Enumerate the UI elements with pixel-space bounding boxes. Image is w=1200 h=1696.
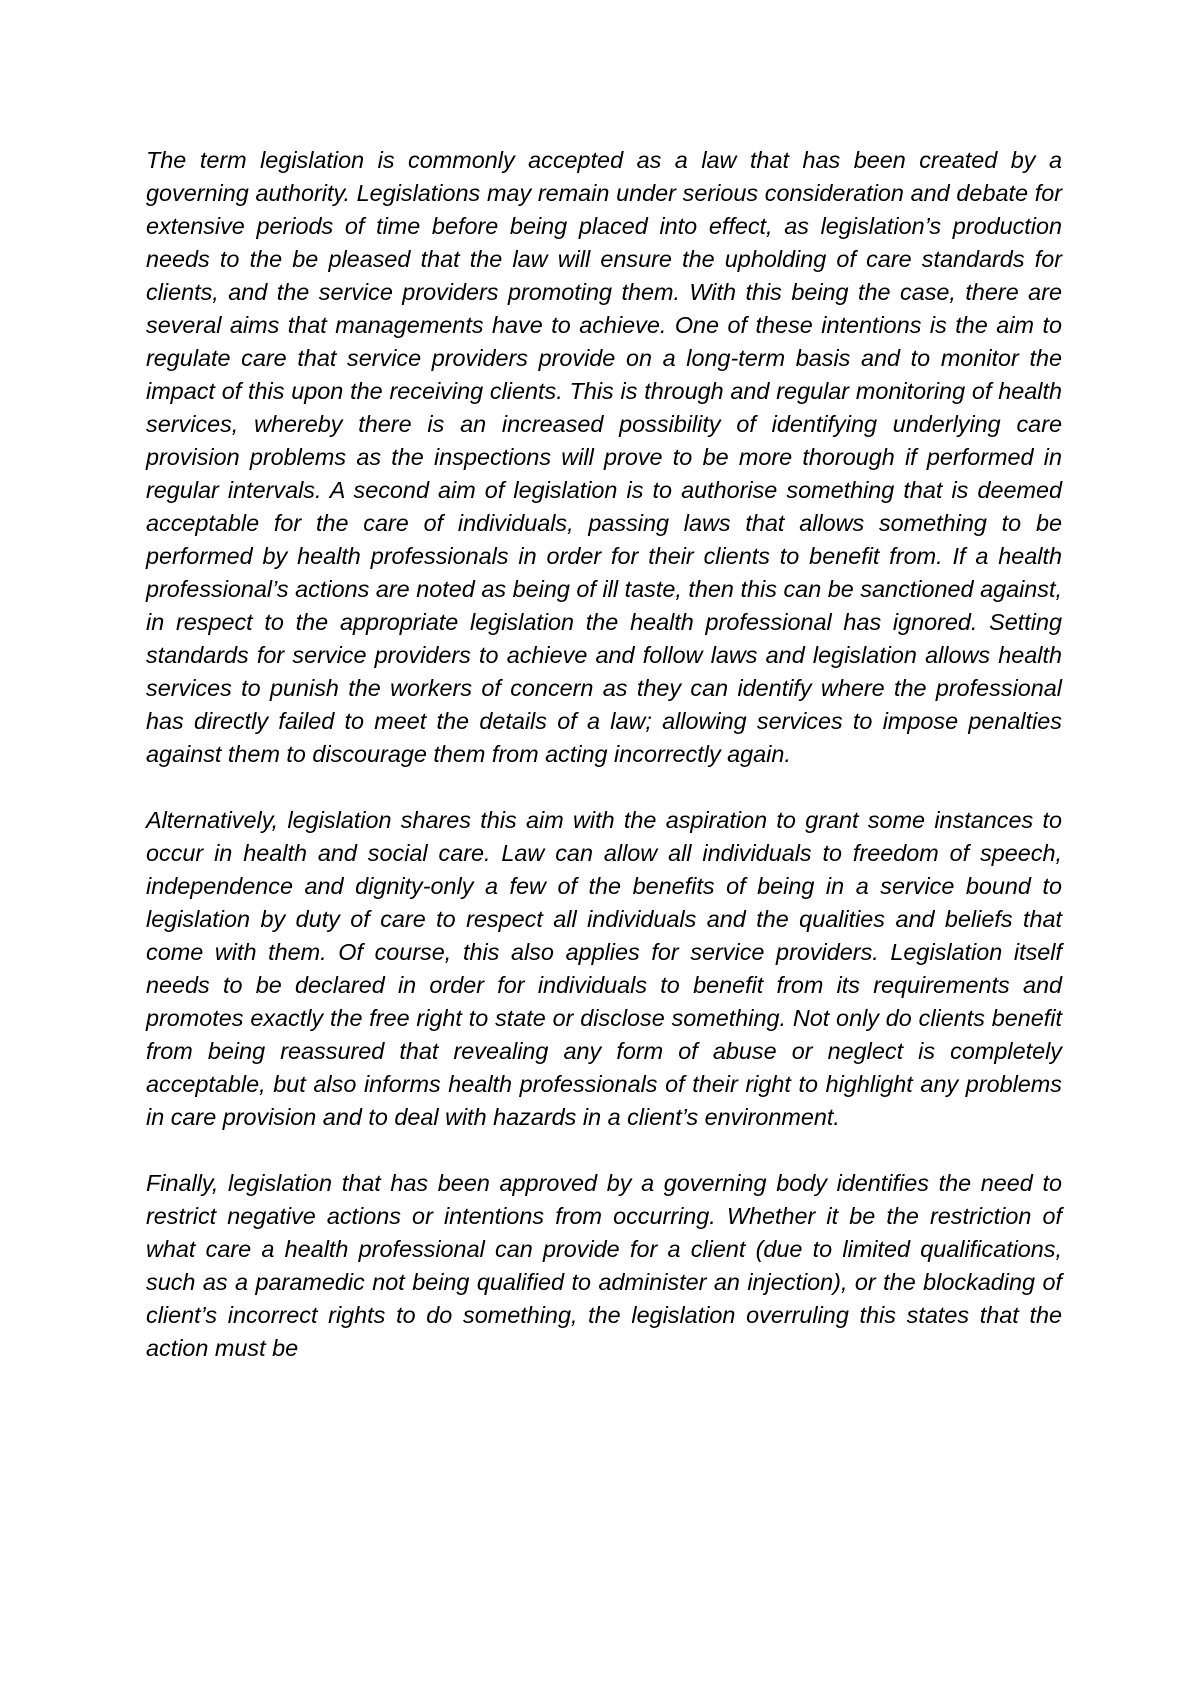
paragraph-granting-rights: Alternatively, legislation shares this aim with the aspiration to grant some instances to occur in health and social care. Law can allow all individuals to freedom of speech, independence and dignity-only a few of the benefits of being in a service bound to legislation by duty of care to respect all individuals and the qualities and beliefs that come with them. Of course, this also applies for service providers. Legislation itself needs to be declared in order for individuals to benefit from its requirements and promotes exactly the free right to state or disclose something. Not only do clients benefit from being reassured that revealing any form of abuse or neglect is completely acceptable, but also informs health professionals of their right to highlight any problems in care provision and to deal with hazards in a client’s environment. [146,807,1062,1130]
paragraph-aims-of-legislation: The term legislation is commonly accepted as a law that has been created by a governing authority. Legislations may remain under serious consideration and debate for extensive periods of time before being placed into effect, as legislation’s production needs to the be pleased that the law will ensure the upholding of care standards for clients, and the service providers promoting them. With this being the case, there are several aims that managements have to achieve. One of these intentions is the aim to regulate care that service providers provide on a long-term basis and to monitor the impact of this upon the receiving clients. This is through and regular monitoring of health services, whereby there is an increased possibility of identifying underlying care provision problems as the inspections will prove to be more thorough if performed in regular intervals. A second aim of legislation is to authorise something that is deemed acceptable for the care of individuals, passing laws that allows something to be performed by health professionals in order for their clients to benefit from. If a health professional’s actions are noted as being of ill taste, then this can be sanctioned against, in respect to the appropriate legislation the health professional has ignored. Setting standards for service providers to achieve and follow laws and legislation allows health services to punish the workers of concern as they can identify where the professional has directly failed to meet the details of a law; allowing services to impose penalties against them to discourage them from acting incorrectly again. [146,147,1062,767]
paragraph-restricting-actions: Finally, legislation that has been approved by a governing body identifies the need to restrict negative actions or intentions from occurring. Whether it be the restriction of what care a health professional can provide for a client (due to limited qualifications, such as a paramedic not being qualified to administer an injection), or the blockading of client’s incorrect rights to do something, the legislation overruling this states that the action must be [146,1170,1062,1361]
document-body [146,144,1062,1365]
